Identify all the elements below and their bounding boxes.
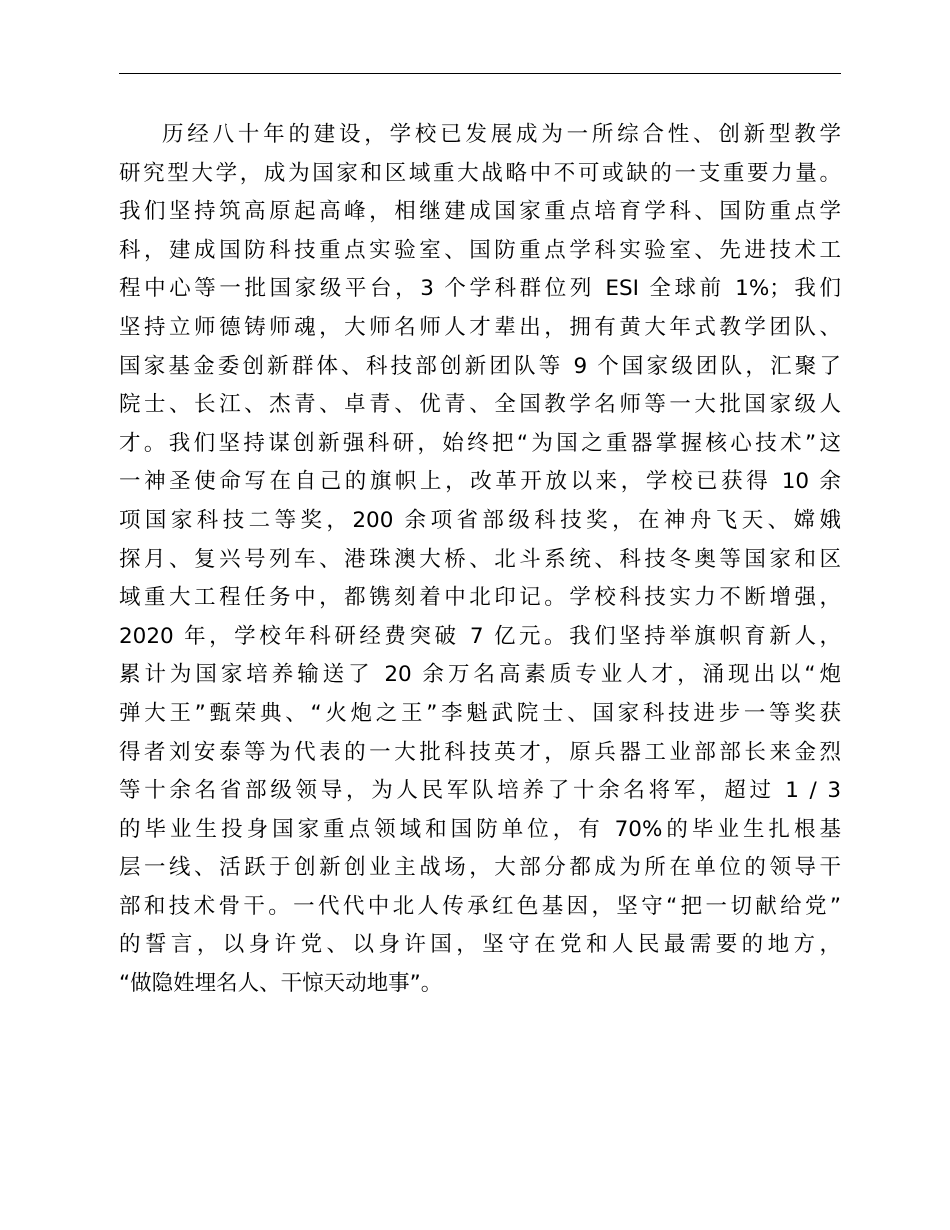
paragraph-line: “做隐姓埋名人、干惊天动地事”。 [119,971,443,997]
paragraph-line: 部和技术骨干。一代代中北人传承红色基因，坚守“把一切献给党” [119,893,841,919]
paragraph-line: 我们坚持筑高原起高峰，相继建成国家重点培育学科、国防重点学 [119,199,841,225]
paragraph-line: 程中心等一批国家级平台，3 个学科群位列 ESI 全球前 1%；我们 [119,276,841,302]
paragraph-line: 层一线、活跃于创新创业主战场，大部分都成为所在单位的领导干 [119,855,841,881]
paragraph-line: 历经八十年的建设，学校已发展成为一所综合性、创新型教学 [162,122,841,147]
paragraph-line: 项国家科技二等奖，200 余项省部级科技奖，在神舟飞天、嫦娥 [119,507,841,533]
paragraph-line: 弹大王”甄荣典、“火炮之王”李魁武院士、国家科技进步一等奖获 [119,700,841,726]
paragraph-line: 得者刘安泰等为代表的一大批科技英才，原兵器工业部部长来金烈 [119,739,841,765]
paragraph-line: 一神圣使命写在自己的旗帜上，改革开放以来，学校已获得 10 余 [119,469,841,495]
paragraph-line: 坚持立师德铸师魂，大师名师人才辈出，拥有黄大年式教学团队、 [119,314,841,340]
paragraph-line: 国家基金委创新群体、科技部创新团队等 9 个国家级团队，汇聚了 [119,353,841,379]
paragraph-line: 域重大工程任务中，都镌刻着中北印记。学校科技实力不断增强， [119,585,841,611]
header-rule [119,73,841,74]
paragraph-line: 院士、长江、杰青、卓青、优青、全国教学名师等一大批国家级人 [119,392,841,418]
paragraph-line: 才。我们坚持谋创新强科研，始终把“为国之重器掌握核心技术”这 [119,430,841,456]
paragraph-line: 的毕业生投身国家重点领域和国防单位，有 70%的毕业生扎根基 [119,816,841,842]
paragraph-line: 探月、复兴号列车、港珠澳大桥、北斗系统、科技冬奥等国家和区 [119,546,841,572]
paragraph-line: 等十余名省部级领导，为人民军队培养了十余名将军，超过 1 / 3 [119,778,841,804]
paragraph-line: 的誓言，以身许党、以身许国，坚守在党和人民最需要的地方， [119,932,841,958]
body-paragraph [119,116,841,1004]
paragraph-line: 研究型大学，成为国家和区域重大战略中不可或缺的一支重要力量。 [119,160,841,186]
paragraph-line: 累计为国家培养输送了 20 余万名高素质专业人才，涌现出以“炮 [119,662,841,688]
paragraph-line: 2020 年，学校年科研经费突破 7 亿元。我们坚持举旗帜育新人， [119,623,841,649]
paragraph-line: 科，建成国防科技重点实验室、国防重点学科实验室、先进技术工 [119,237,841,263]
